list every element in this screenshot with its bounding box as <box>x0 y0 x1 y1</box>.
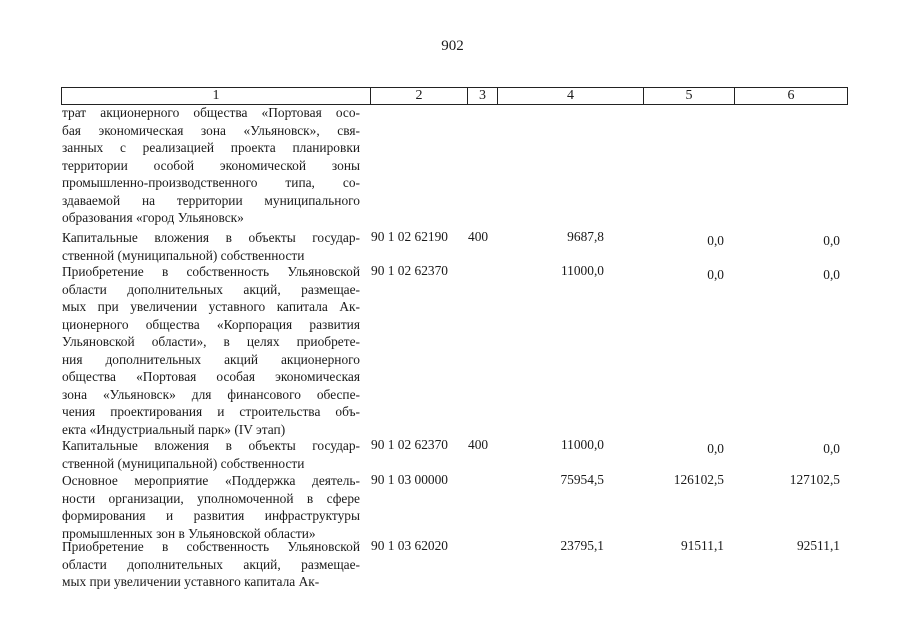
description-line: екта «Индустриальный парк» (IV этап) <box>62 421 286 437</box>
row-value-col6: 92511,1 <box>796 538 840 553</box>
row-value-col4: 75954,5 <box>560 472 604 487</box>
row-value-col5: 0,0 <box>707 441 724 456</box>
description-line: территории особой экономической зоны <box>62 157 360 173</box>
header-col-2: 2 <box>371 88 468 104</box>
description-line: Приобретение в собственность Ульяновской <box>62 539 360 554</box>
header-col-5: 5 <box>644 88 735 104</box>
description-line: ности организации, уполномоченной в сфере <box>62 490 360 506</box>
row-value-col5: 126102,5 <box>673 472 724 487</box>
row-value-col6: 0,0 <box>823 267 840 282</box>
description-line: трат акционерного общества «Портовая осо- <box>62 105 360 120</box>
header-col-3: 3 <box>468 88 498 104</box>
row-code: 90 1 02 62370 <box>371 437 448 452</box>
row-expense-type: 400 <box>468 437 489 452</box>
description-line: мых при увеличении уставного капитала Ак- <box>62 574 320 589</box>
row-value-col6: 0,0 <box>823 441 840 456</box>
row-value-col5: 0,0 <box>707 267 724 282</box>
description-line: ственной (муниципальной) собственности <box>62 455 305 471</box>
table-header <box>61 87 848 105</box>
row-value-col6: 0,0 <box>823 233 840 248</box>
description-line: занных с реализацией проекта планировки <box>62 140 360 155</box>
row-code: 90 1 02 62190 <box>371 229 448 244</box>
header-col-6: 6 <box>787 88 795 103</box>
row-description <box>62 437 360 472</box>
page-number: 902 <box>441 38 464 54</box>
description-line: образования «город Ульяновск» <box>62 210 244 225</box>
description-line: области дополнительных акций, размещае- <box>62 281 360 297</box>
row-value-col4: 9687,8 <box>567 229 604 244</box>
row-value-col5: 0,0 <box>707 233 724 248</box>
row-description <box>62 472 360 542</box>
description-line: Капитальные вложения в объекты государ- <box>62 438 360 453</box>
description-line: ния дополнительных акций акционерного <box>62 351 360 367</box>
header-col-1: 1 <box>62 88 371 104</box>
row-value-col6: 127102,5 <box>789 472 840 487</box>
row-description <box>62 263 360 438</box>
row-description <box>62 104 360 227</box>
description-line: бая экономическая зона «Ульяновск», свя- <box>62 122 360 138</box>
row-value-col5: 91511,1 <box>680 538 724 553</box>
row-code: 90 1 03 00000 <box>371 472 448 487</box>
row-code: 90 1 03 62020 <box>371 538 448 553</box>
description-line: зона «Ульяновск» для финансового обеспе- <box>62 386 360 402</box>
description-line: чения проектирования и строительства объ- <box>62 404 360 419</box>
row-description <box>62 229 360 264</box>
description-line: здаваемой на территории муниципального <box>62 192 360 208</box>
header-col-4: 4 <box>498 88 644 104</box>
row-code: 90 1 02 62370 <box>371 263 448 278</box>
description-line: формирования и развития инфраструктуры <box>62 508 360 523</box>
description-line: общества «Портовая особая экономическая <box>62 369 360 384</box>
row-value-col4: 23795,1 <box>560 538 604 553</box>
description-line: Основное мероприятие «Поддержка деятель- <box>62 473 360 488</box>
description-line: Ульяновской области», в целях приобрете- <box>62 334 360 349</box>
description-line: ственной (муниципальной) собственности <box>62 247 305 263</box>
description-line: мых при увеличении уставного капитала Ак- <box>62 299 360 314</box>
description-line: области дополнительных акций, размещае- <box>62 556 360 572</box>
description-line: ционерного общества «Корпорация развития <box>62 316 360 332</box>
description-line: промышленных зон в Ульяновской области» <box>62 525 316 541</box>
row-description <box>62 538 360 591</box>
row-expense-type: 400 <box>468 229 489 244</box>
description-line: промышленно-производственного типа, со- <box>62 175 360 190</box>
description-line: Капитальные вложения в объекты государ- <box>62 230 360 245</box>
description-line: Приобретение в собственность Ульяновской <box>62 264 360 279</box>
row-value-col4: 11000,0 <box>560 437 604 452</box>
row-value-col4: 11000,0 <box>560 263 604 278</box>
